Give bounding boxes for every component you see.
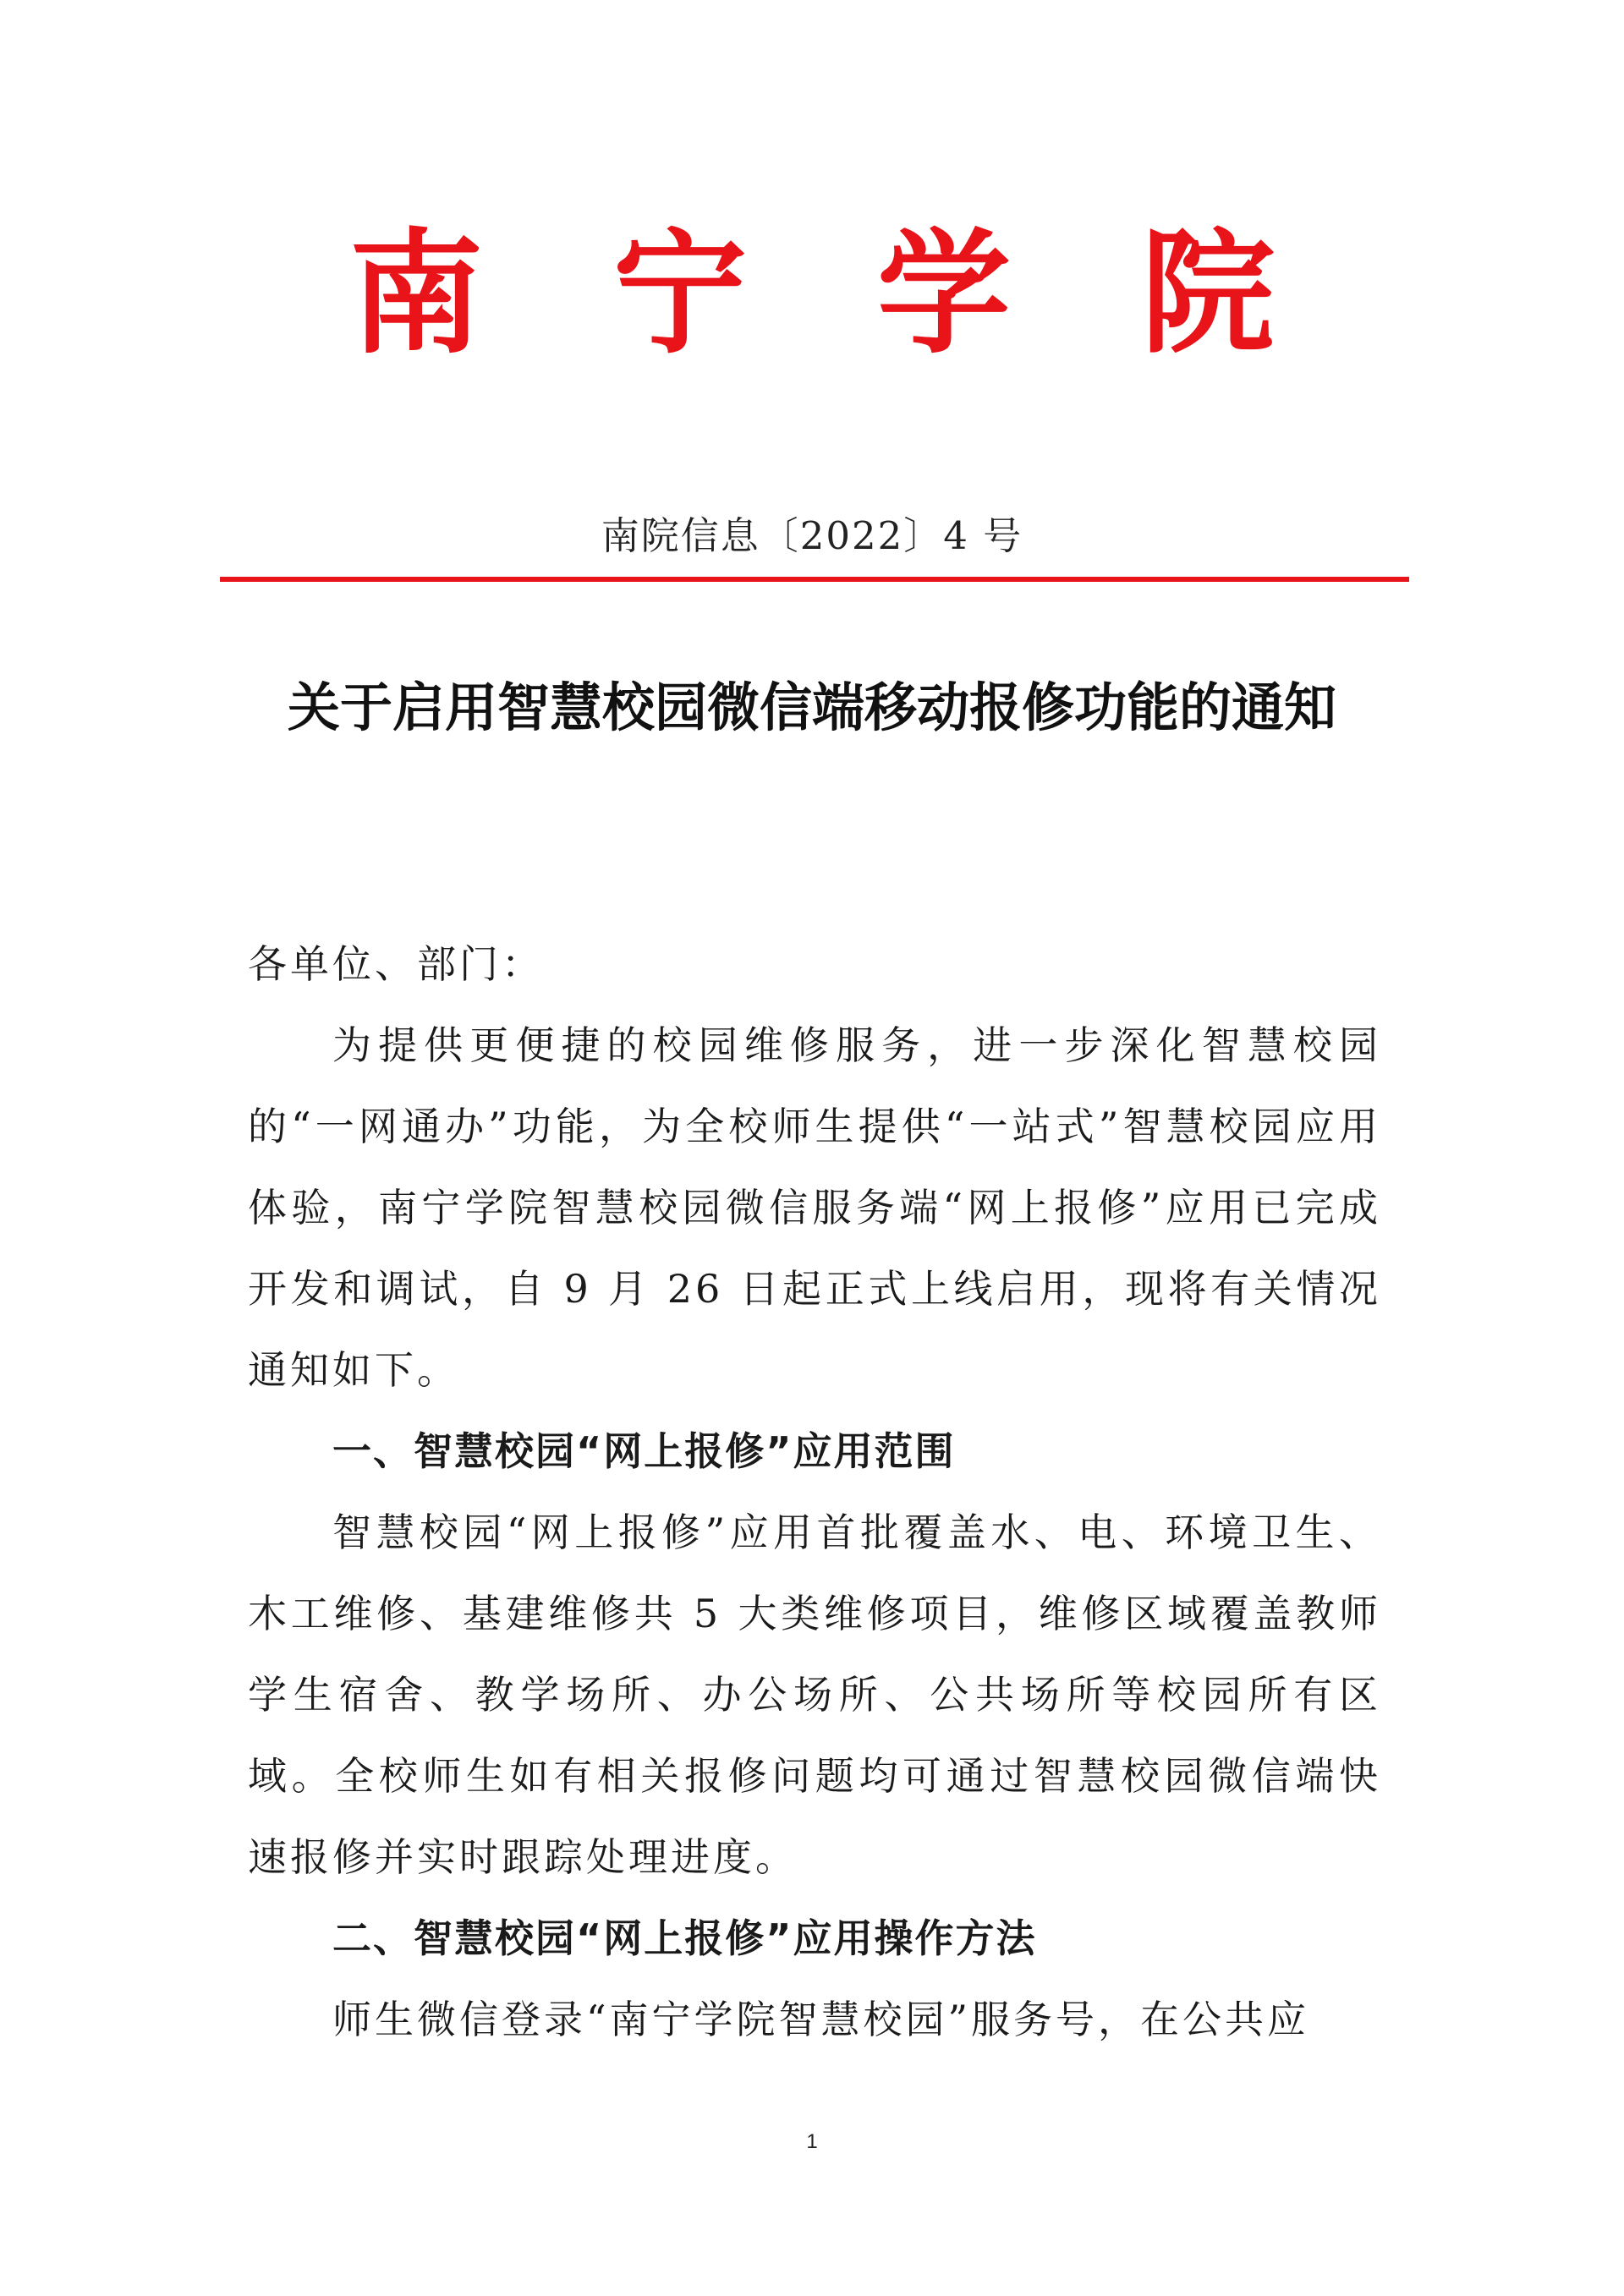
section-2-paragraph: 师生微信登录“南宁学院智慧校园”服务号，在公共应 bbox=[332, 1997, 1310, 2042]
masthead-char: 南 bbox=[349, 216, 483, 372]
masthead-char: 宁 bbox=[613, 216, 747, 372]
section-1-heading: 一、智慧校园“网上报修”应用范围 bbox=[332, 1428, 956, 1474]
salutation: 各单位、部门： bbox=[248, 941, 544, 987]
document-number: 南院信息〔2022〕4 号 bbox=[601, 513, 1023, 558]
intro-paragraph: 为提供更便捷的校园维修服务，进一步深化智慧校园的“一网通办”功能，为全校师生提供“一站式”智慧校园应用体验，南宁学院智慧校园微信服务端“网上报修”应用已完成开发和调试，自 9 月 26 日起正式上线启用，现将有关情况通知如下。 bbox=[248, 1022, 1381, 1393]
section-2-heading: 二、智慧校园“网上报修”应用操作方法 bbox=[332, 1915, 1037, 1961]
page-number: 1 bbox=[806, 2130, 818, 2153]
institution-masthead bbox=[0, 218, 1624, 370]
document-title: 关于启用智慧校园微信端移动报修功能的通知 bbox=[287, 677, 1336, 738]
masthead-char: 院 bbox=[1141, 216, 1275, 372]
red-divider-rule bbox=[220, 577, 1409, 582]
section-1-paragraph: 智慧校园“网上报修”应用首批覆盖水、电、环境卫生、木工维修、基建维修共 5 大类维修项目，维修区域覆盖教师学生宿舍、教学场所、办公场所、公共场所等校园所有区域。全校师生如有相关报修问题均可通过智慧校园微信端快速报修并实时跟踪处理进度。 bbox=[248, 1510, 1381, 1880]
masthead-char: 学 bbox=[877, 216, 1011, 372]
